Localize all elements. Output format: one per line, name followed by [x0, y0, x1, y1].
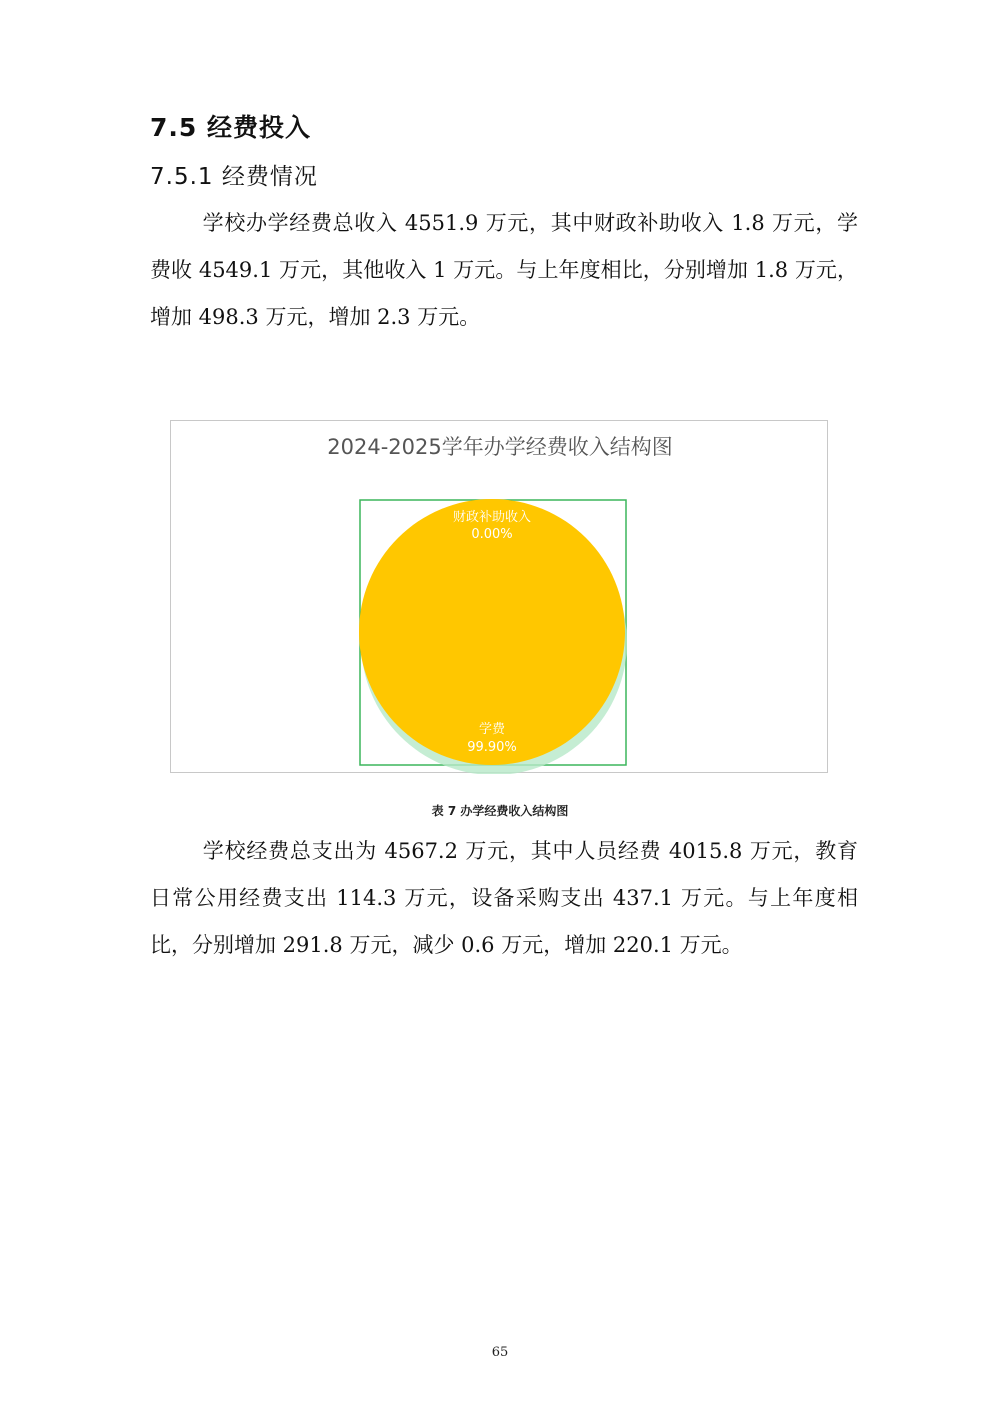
page-number: 65: [491, 1345, 509, 1360]
income-paragraph-text: 学校办学经费总收入 4551.9 万元，其中财政补助收入 1.8 万元，学费收 4549.1 万元，其他收入 1 万元。与上年度相比，分别增加 1.8 万元，增加 498.3 万元，增加 2.3 万元。: [150, 211, 858, 329]
income-paragraph: [150, 200, 858, 341]
section-heading: 7.5 经费投入: [150, 113, 311, 142]
expense-paragraph-text: 学校经费总支出为 4567.2 万元，其中人员经费 4015.8 万元，教育日常公用经费支出 114.3 万元，设备采购支出 437.1 万元。与上年度相比，分别增加 291.8 万元，减少 0.6 万元，增加 220.1 万元。: [150, 839, 858, 957]
income-structure-chart: [170, 420, 828, 773]
pie-chart-svg: [171, 421, 829, 774]
figure-caption: 表 7 办学经费收入结构图: [431, 804, 569, 818]
slice-label-name: 财政补助收入: [452, 510, 532, 525]
slice-label-percent: 0.00%: [471, 527, 513, 542]
expense-paragraph: [150, 828, 858, 969]
subsection-heading: 7.5.1 经费情况: [150, 164, 318, 190]
chart-title: 2024-2025学年办学经费收入结构图: [327, 435, 673, 459]
slice-label-percent: 99.90%: [467, 740, 517, 755]
slice-label-name: 学费: [478, 722, 506, 737]
